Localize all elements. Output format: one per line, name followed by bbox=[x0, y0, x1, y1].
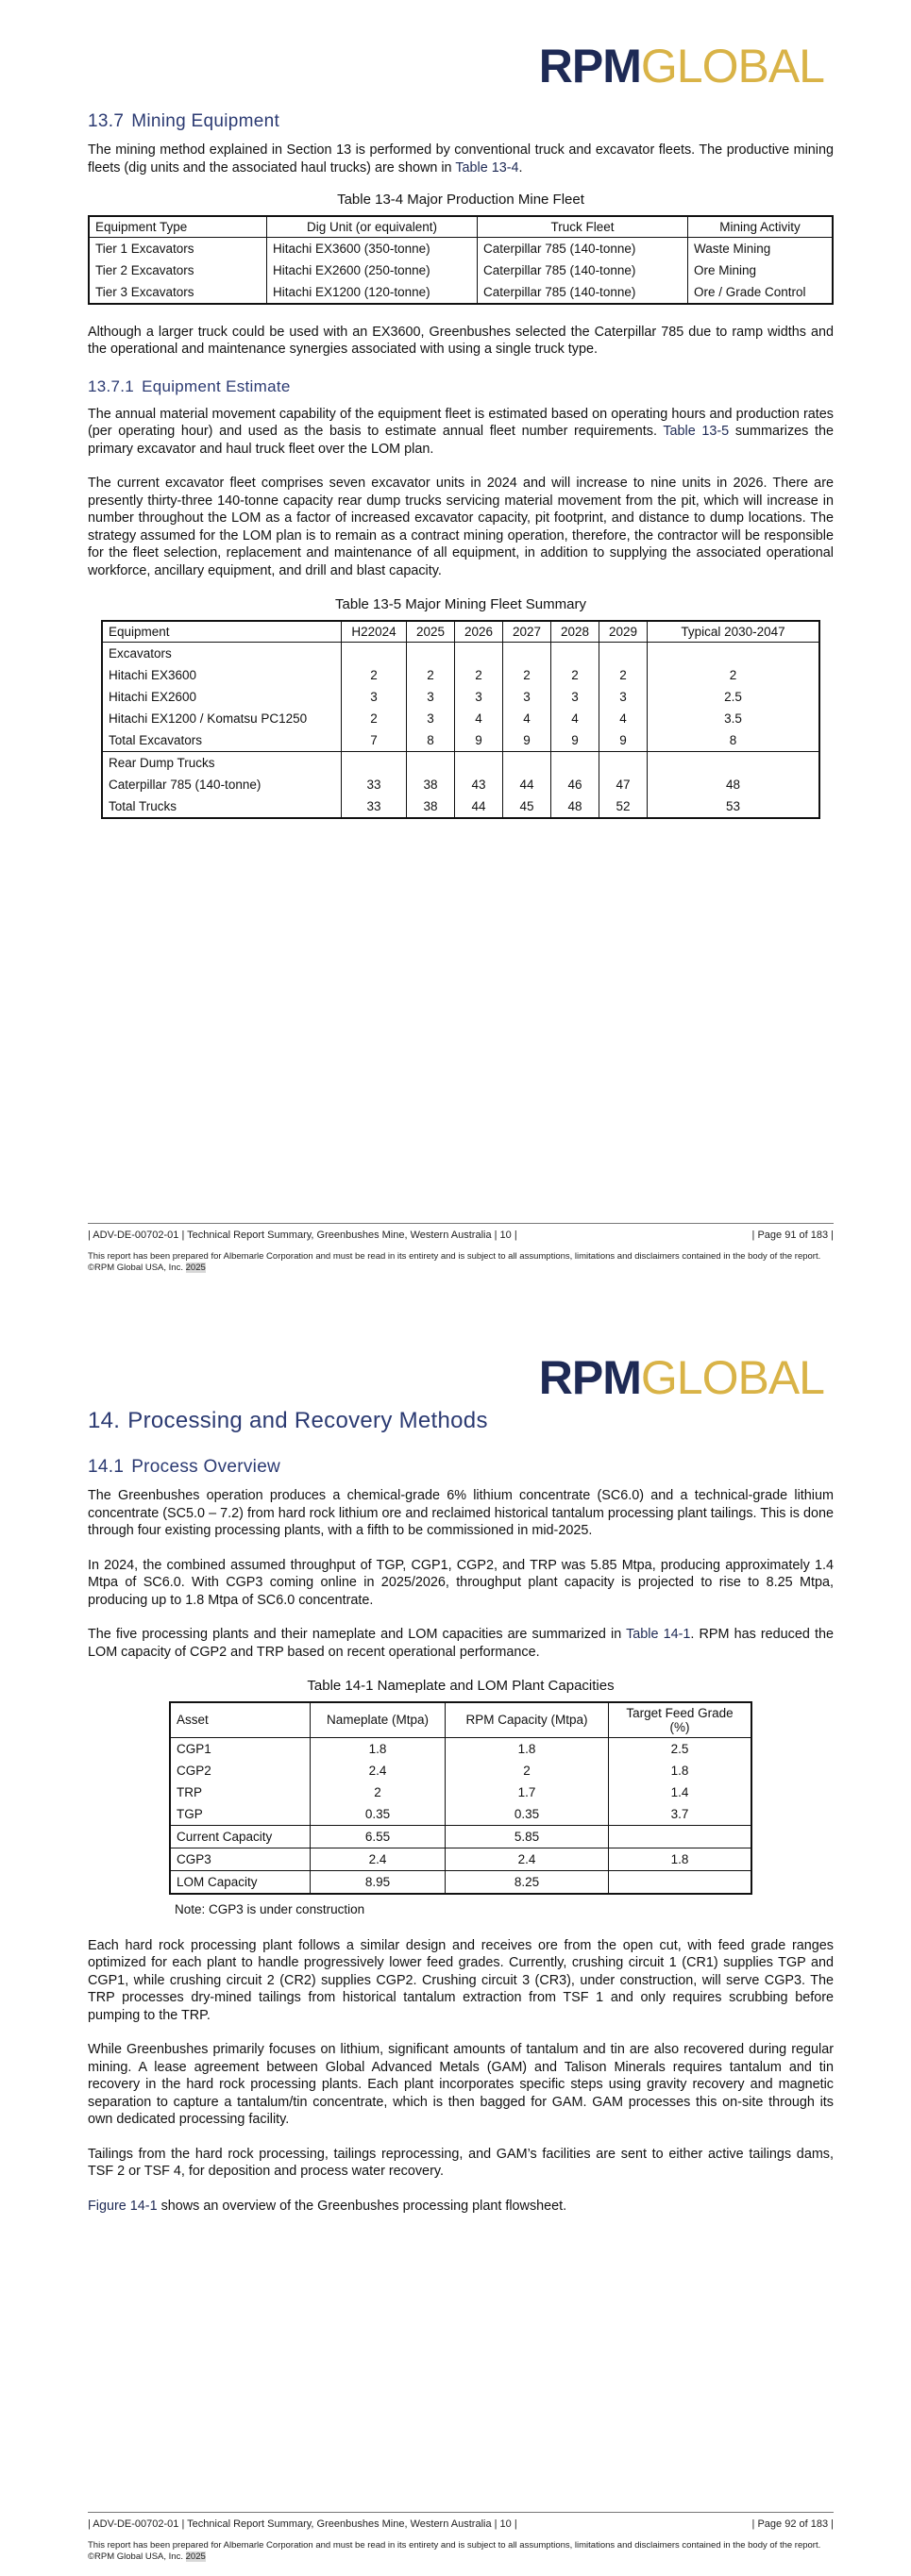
table-cell: Caterpillar 785 (140-tonne) bbox=[478, 259, 688, 281]
column-header: Truck Fleet bbox=[478, 216, 688, 238]
table-14-1-link[interactable]: Table 14-1 bbox=[626, 1627, 691, 1642]
table-cell: 0.35 bbox=[311, 1803, 446, 1826]
footer-page-number: | Page 92 of 183 | bbox=[751, 2518, 834, 2530]
group-row-trucks bbox=[102, 751, 819, 774]
table-13-5-caption: Table 13-5 Major Mining Fleet Summary bbox=[335, 596, 586, 612]
table-cell: Hitachi EX3600 bbox=[102, 664, 342, 686]
table-cell: 2.5 bbox=[648, 686, 820, 708]
table-row bbox=[89, 237, 833, 259]
table-cell: 9 bbox=[551, 729, 599, 752]
table-cell bbox=[455, 751, 503, 774]
table-cell: 1.8 bbox=[609, 1760, 752, 1781]
section-heading-14-1: 14.1 Process Overview bbox=[88, 1457, 281, 1477]
table-cell: 5.85 bbox=[446, 1825, 609, 1848]
column-header: Dig Unit (or equivalent) bbox=[267, 216, 478, 238]
table-cell: 8 bbox=[407, 729, 455, 752]
table-cell: 8 bbox=[648, 729, 820, 752]
table-cell: 2.5 bbox=[609, 1737, 752, 1760]
table-cell: Waste Mining bbox=[688, 237, 834, 259]
table-cell: 9 bbox=[455, 729, 503, 752]
plant-capacities-table bbox=[169, 1701, 752, 1895]
total-excavators-row bbox=[102, 729, 819, 752]
table-cell: Hitachi EX1200 (120-tonne) bbox=[267, 281, 478, 304]
table-cell: 1.4 bbox=[609, 1781, 752, 1803]
table-cell: Caterpillar 785 (140-tonne) bbox=[102, 774, 342, 795]
table-cell: 7 bbox=[342, 729, 407, 752]
table-header-row bbox=[170, 1702, 751, 1738]
table-cell: 1.8 bbox=[609, 1848, 752, 1870]
table-cell: Excavators bbox=[102, 642, 342, 664]
table-cell: CGP2 bbox=[170, 1760, 311, 1781]
table-cell bbox=[455, 642, 503, 664]
table-cell: 2 bbox=[342, 664, 407, 686]
table-cell: Caterpillar 785 (140-tonne) bbox=[478, 281, 688, 304]
table-note: Note: CGP3 is under construction bbox=[175, 1901, 365, 1916]
mine-fleet-table bbox=[88, 215, 834, 305]
column-header: H22024 bbox=[342, 621, 407, 643]
table-cell: 2.4 bbox=[446, 1848, 609, 1870]
table-cell: 2 bbox=[599, 664, 648, 686]
table-cell: 33 bbox=[342, 774, 407, 795]
plant-design-paragraph: Each hard rock processing plant follows a similar design and receives ore from the open cut, with feed grade ranges optimized for each plant to handle progressively lower feed grades. Currently, crushing circuit 1 (CR1) supplies TGP and CGP1, while crushing circuit 2 (CR2) supplies CGP2. Crushing circuit 3 (CR3), under construction, will serve CGP3. The TRP processes dry-mined tailings from historical tantalum extraction from TSF 1 and only requires scrubbing before pumping to the TRP. bbox=[88, 1937, 834, 2023]
table-cell: 53 bbox=[648, 795, 820, 818]
table-header-row bbox=[102, 621, 819, 643]
table-cell: Current Capacity bbox=[170, 1825, 311, 1848]
table-cell: 2 bbox=[342, 708, 407, 729]
table-cell: 2 bbox=[503, 664, 551, 686]
column-header: Typical 2030-2047 bbox=[648, 621, 820, 643]
table-13-4-caption: Table 13-4 Major Production Mine Fleet bbox=[337, 192, 584, 208]
table-cell: CGP1 bbox=[170, 1737, 311, 1760]
column-header: 2027 bbox=[503, 621, 551, 643]
table-cell: Hitachi EX1200 / Komatsu PC1250 bbox=[102, 708, 342, 729]
table-cell: 38 bbox=[407, 774, 455, 795]
group-row-excavators bbox=[102, 642, 819, 664]
table-cell: 9 bbox=[599, 729, 648, 752]
table-cell: Ore / Grade Control bbox=[688, 281, 834, 304]
table-cell: 3 bbox=[599, 686, 648, 708]
operation-overview-paragraph: The Greenbushes operation produces a chemical-grade 6% lithium concentrate (SC6.0) and a technical-grade lithium concentrate (SC5.0 – 7.2) from hard rock lithium ore and reclaimed historical tantalum processing plant tailings. This is done through four existing processing plants, with a fifth to be commissioned in mid-2025. bbox=[88, 1488, 834, 1538]
table-cell: 2 bbox=[446, 1760, 609, 1781]
table-row bbox=[102, 686, 819, 708]
table-cell: Total Trucks bbox=[102, 795, 342, 818]
column-header: Mining Activity bbox=[688, 216, 834, 238]
tailings-paragraph: Tailings from the hard rock processing, tailings reprocessing, and GAM’s facilities are sent to either active tailings dams, TSF 2 or TSF 4, for deposition and process water recovery. bbox=[88, 2146, 834, 2179]
flowsheet-paragraph: Figure 14-1 shows an overview of the Greenbushes processing plant flowsheet. bbox=[88, 2198, 567, 2214]
page-91-disclaimer: This report has been prepared for Albemarle Corporation and must be read in its entirety and is subject to all assumptions, limitations and disclaimers contained in the body of the report. ©RPM Global USA, Inc. 2025 bbox=[88, 1251, 821, 1273]
table-row bbox=[170, 1803, 751, 1826]
table-cell: 48 bbox=[551, 795, 599, 818]
rpm-global-logo: RPMGLOBAL bbox=[538, 40, 824, 92]
footer-document-info: | ADV-DE-00702-01 | Technical Report Summary, Greenbushes Mine, Western Australia | 10 | bbox=[88, 1229, 517, 1241]
table-cell: 38 bbox=[407, 795, 455, 818]
table-row bbox=[170, 1760, 751, 1781]
footer-document-info: | ADV-DE-00702-01 | Technical Report Summary, Greenbushes Mine, Western Australia | 10 | bbox=[88, 2518, 517, 2530]
page-92-footer bbox=[88, 2512, 834, 2530]
table-cell: TGP bbox=[170, 1803, 311, 1826]
table-cell: 33 bbox=[342, 795, 407, 818]
figure-14-1-link[interactable]: Figure 14-1 bbox=[88, 2198, 158, 2214]
table-cell: 1.8 bbox=[446, 1737, 609, 1760]
table-row bbox=[170, 1781, 751, 1803]
lom-capacity-row bbox=[170, 1870, 751, 1894]
table-cell: Hitachi EX3600 (350-tonne) bbox=[267, 237, 478, 259]
table-cell: 2 bbox=[455, 664, 503, 686]
page-92-disclaimer: This report has been prepared for Albemarle Corporation and must be read in its entirety and is subject to all assumptions, limitations and disclaimers contained in the body of the report. ©RPM Global USA, Inc. 2025 bbox=[88, 2540, 821, 2562]
table-cell: Total Excavators bbox=[102, 729, 342, 752]
table-cell: 1.7 bbox=[446, 1781, 609, 1803]
table-cell bbox=[503, 642, 551, 664]
column-header: Equipment Type bbox=[89, 216, 267, 238]
table-cell bbox=[342, 751, 407, 774]
table-cell: 43 bbox=[455, 774, 503, 795]
tantalum-tin-paragraph: While Greenbushes primarily focuses on lithium, significant amounts of tantalum and tin are also recovered during regular mining. A lease agreement between Global Advanced Metals (GAM) and Talison Minerals requires tantalum and tin recovery in the hard rock processing plants. Each plant incorporates specific steps using gravity recovery and magnetic separation to capture a tantalum/tin concentrate, which is then bagged for GAM. GAM processes this on-site through its own dedicated processing facility. bbox=[88, 2042, 834, 2127]
column-header: Equipment bbox=[102, 621, 342, 643]
table-cell: 52 bbox=[599, 795, 648, 818]
column-header: 2028 bbox=[551, 621, 599, 643]
table-cell: 3.5 bbox=[648, 708, 820, 729]
table-cell: 0.35 bbox=[446, 1803, 609, 1826]
table-cell bbox=[551, 751, 599, 774]
table-cell: 4 bbox=[599, 708, 648, 729]
column-header: Asset bbox=[170, 1702, 311, 1738]
table-cell bbox=[551, 642, 599, 664]
table-row bbox=[89, 259, 833, 281]
table-cell bbox=[599, 751, 648, 774]
table-cell: 4 bbox=[503, 708, 551, 729]
table-row bbox=[170, 1848, 751, 1870]
table-cell: 2 bbox=[551, 664, 599, 686]
section-heading-13-7: 13.7 Mining Equipment bbox=[88, 111, 280, 131]
table-cell: 1.8 bbox=[311, 1737, 446, 1760]
table-cell: 2 bbox=[311, 1781, 446, 1803]
table-cell bbox=[407, 642, 455, 664]
column-header: Target Feed Grade (%) bbox=[609, 1702, 752, 1738]
table-row bbox=[170, 1737, 751, 1760]
table-cell: Ore Mining bbox=[688, 259, 834, 281]
table-cell bbox=[503, 751, 551, 774]
page-92 bbox=[0, 1312, 911, 2576]
page-91-content bbox=[88, 111, 834, 819]
table-cell: Tier 3 Excavators bbox=[89, 281, 267, 304]
intro-paragraph: The mining method explained in Section 13 is performed by conventional truck and excavator fleets. The productive mining fleets (dig units and the associated haul trucks) are shown in Table 13-4. bbox=[88, 142, 834, 176]
table-cell: TRP bbox=[170, 1781, 311, 1803]
table-cell: Rear Dump Trucks bbox=[102, 751, 342, 774]
column-header: Nameplate (Mtpa) bbox=[311, 1702, 446, 1738]
table-13-4-link[interactable]: Table 13-4 bbox=[455, 159, 519, 176]
table-cell: 46 bbox=[551, 774, 599, 795]
table-cell: 3 bbox=[455, 686, 503, 708]
table-header-row bbox=[89, 216, 833, 238]
chapter-heading-14: 14. Processing and Recovery Methods bbox=[88, 1408, 488, 1433]
excavator-fleet-paragraph: The current excavator fleet comprises seven excavator units in 2024 and will increase to nine units in 2026. There are presently thirty-three 140-tonne capacity rear dump trucks servicing material movement from the pit, which will increase in number throughout the LOM as a factor of increased excavator capacity, pit footprint, and distance to dump locations. The strategy assumed for the LOM plan is to remain as a contract mining operation, therefore, the contractor will be responsible for the fleet selection, replacement and maintenance of all equipment, in addition to supplying the associated operational workforce, ancillary equipment, and drill and blast capacity. bbox=[88, 476, 834, 578]
total-trucks-row bbox=[102, 795, 819, 818]
table-cell: Caterpillar 785 (140-tonne) bbox=[478, 237, 688, 259]
table-cell: 3 bbox=[407, 708, 455, 729]
table-cell: Tier 1 Excavators bbox=[89, 237, 267, 259]
column-header: RPM Capacity (Mtpa) bbox=[446, 1702, 609, 1738]
table-cell: 4 bbox=[455, 708, 503, 729]
table-cell: 45 bbox=[503, 795, 551, 818]
table-cell: 3.7 bbox=[609, 1803, 752, 1826]
table-cell: 2.4 bbox=[311, 1848, 446, 1870]
table-cell: 44 bbox=[503, 774, 551, 795]
table-cell bbox=[609, 1825, 752, 1848]
table-cell: CGP3 bbox=[170, 1848, 311, 1870]
page-91-footer bbox=[88, 1223, 834, 1241]
current-capacity-row bbox=[170, 1825, 751, 1848]
fleet-estimate-paragraph: The annual material movement capability of the equipment fleet is estimated based on operating hours and production rates (per operating hour) and used as the basis to estimate annual fleet number requirements. Table 13-5 summarizes the primary excavator and haul truck fleet over the LOM plan. bbox=[88, 406, 835, 457]
table-cell bbox=[609, 1870, 752, 1894]
table-row bbox=[102, 708, 819, 729]
table-cell: 3 bbox=[407, 686, 455, 708]
table-cell: 8.25 bbox=[446, 1870, 609, 1894]
truck-selection-paragraph: Although a larger truck could be used with an EX3600, Greenbushes selected the Caterpillar 785 due to ramp widths and the operational and maintenance synergies associated with using a single truck type. bbox=[88, 324, 834, 357]
table-13-5-link[interactable]: Table 13-5 bbox=[663, 424, 730, 439]
table-cell: 4 bbox=[551, 708, 599, 729]
table-cell: 2 bbox=[648, 664, 820, 686]
page-92-content bbox=[88, 1408, 834, 2215]
table-cell: 3 bbox=[551, 686, 599, 708]
table-cell: 48 bbox=[648, 774, 820, 795]
table-14-1-caption: Table 14-1 Nameplate and LOM Plant Capacities bbox=[307, 1678, 615, 1694]
column-header: 2029 bbox=[599, 621, 648, 643]
table-cell: Tier 2 Excavators bbox=[89, 259, 267, 281]
table-cell: 2.4 bbox=[311, 1760, 446, 1781]
mining-fleet-summary-table bbox=[101, 620, 820, 819]
table-cell: 2 bbox=[407, 664, 455, 686]
table-cell: LOM Capacity bbox=[170, 1870, 311, 1894]
subsection-heading-13-7-1: 13.7.1 Equipment Estimate bbox=[88, 376, 291, 395]
table-row bbox=[89, 281, 833, 304]
rpm-global-logo: RPMGLOBAL bbox=[538, 1351, 824, 1404]
table-cell: 3 bbox=[503, 686, 551, 708]
table-cell bbox=[648, 751, 820, 774]
table-cell: 44 bbox=[455, 795, 503, 818]
table-cell: 47 bbox=[599, 774, 648, 795]
table-cell: 3 bbox=[342, 686, 407, 708]
plant-capacity-paragraph: The five processing plants and their nameplate and LOM capacities are summarized in Table 14-1. RPM has reduced the LOM capacity of CGP2 and TRP based on recent operational performance. bbox=[88, 1627, 834, 1660]
table-cell: Hitachi EX2600 bbox=[102, 686, 342, 708]
table-cell bbox=[407, 751, 455, 774]
table-cell bbox=[599, 642, 648, 664]
table-cell bbox=[342, 642, 407, 664]
column-header: 2025 bbox=[407, 621, 455, 643]
throughput-paragraph: In 2024, the combined assumed throughput of TGP, CGP1, CGP2, and TRP was 5.85 Mtpa, producing approximately 1.4 Mtpa of SC6.0. With CGP3 coming online in 2025/2026, throughput plant capacity is projected to rise to 8.25 Mtpa, producing up to 1.8 Mtpa of SC6.0 concentrate. bbox=[88, 1557, 834, 1608]
table-cell: 9 bbox=[503, 729, 551, 752]
table-cell: 8.95 bbox=[311, 1870, 446, 1894]
table-row bbox=[102, 774, 819, 795]
table-cell bbox=[648, 642, 820, 664]
column-header: 2026 bbox=[455, 621, 503, 643]
table-cell: Hitachi EX2600 (250-tonne) bbox=[267, 259, 478, 281]
table-row bbox=[102, 664, 819, 686]
footer-page-number: | Page 91 of 183 | bbox=[751, 1229, 834, 1241]
table-cell: 6.55 bbox=[311, 1825, 446, 1848]
